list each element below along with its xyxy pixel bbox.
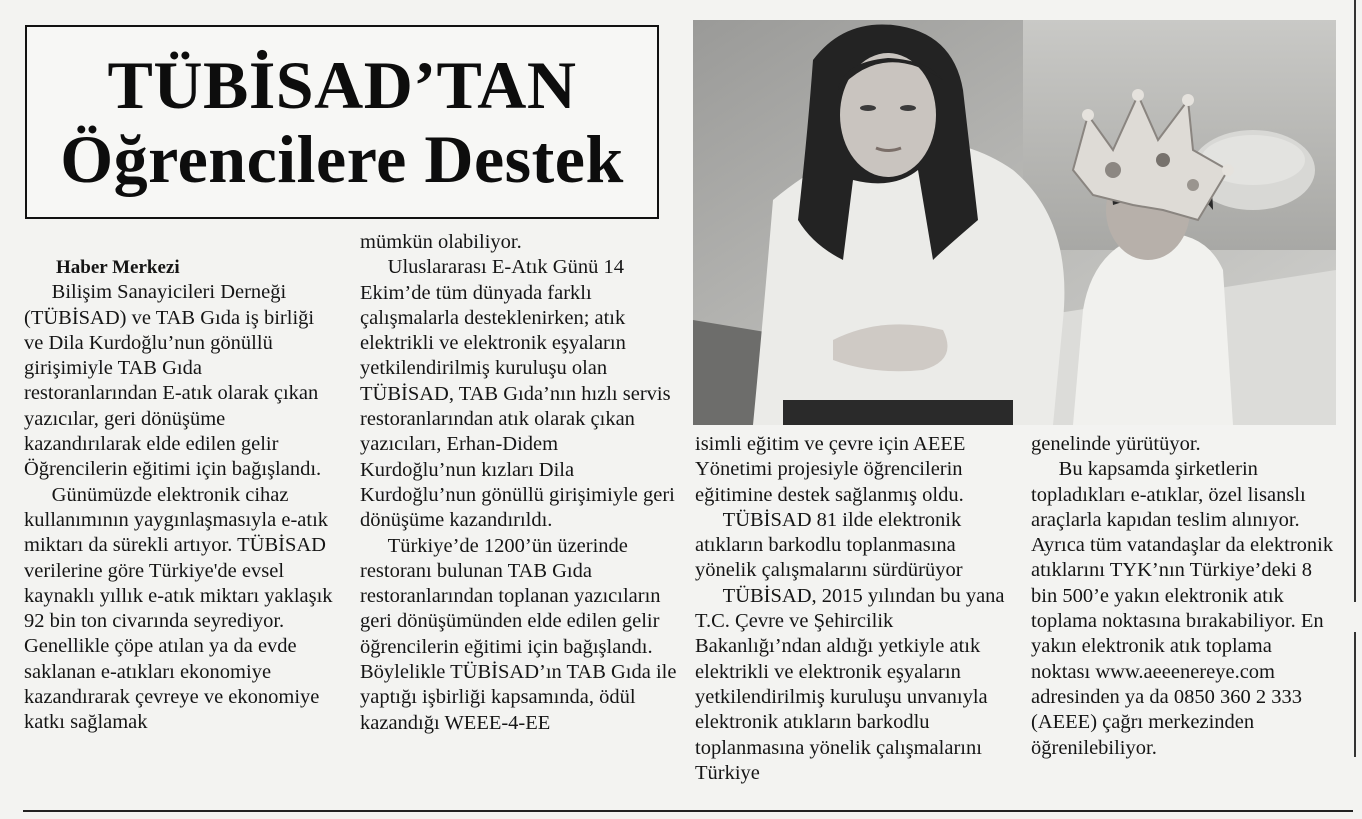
article-column-2 <box>360 230 678 736</box>
headline-box <box>25 25 659 219</box>
paragraph-continued: isimli eğitim ve çevre için AEEE Yönetimi projesiyle öğrencilerin eğitimine destek sağlanmış oldu. <box>695 433 966 506</box>
right-rule <box>1354 0 1356 602</box>
paragraph-continued: mümkün olabiliyor. <box>360 231 522 253</box>
byline: Haber Merkezi <box>56 257 180 278</box>
paragraph: Uluslararası E-Atık Günü 14 Ekim’de tüm dünyada farklı çalışmalarla desteklenirken; atık elektrikli ve elektronik eşyaların yetkilendirilmiş kuruluşu olan TÜBİSAD, TAB Gıda’nın hızlı servis restoranlarından atık olarak çıkan yazıcıları, Erhan-Didem Kurdoğlu’nun kızları Dila Kurdoğlu’nun gönüllü girişimiyle geri dönüşüme kazandırıldı. <box>360 256 675 532</box>
paragraph: Günümüzde elektronik cihaz kullanımının yaygınlaşmasıyla e-atık miktarı da sürekli artıyor. TÜBİSAD verilerine göre Türkiye'de evsel kaynaklı yıllık e-atık miktarı yaklaşık 92 bin ton civarında seyrediyor. Genellikle çöpe atılan ya da evde saklanan e-atıkları ekonomiye kazandırarak çevreye ve ekonomiye katkı sağlamak <box>24 483 333 734</box>
subheading: TÜBİSAD 81 ilde elektronik atıkların barkodlu toplanmasına yönelik çalışmalarını sürdürüyor <box>695 508 963 582</box>
article-column-3 <box>695 432 1007 786</box>
headline-line-2: Öğrencilere Destek <box>60 121 624 197</box>
paragraph: Bilişim Sanayicileri Derneği (TÜBİSAD) ve TAB Gıda iş birliği ve Dila Kurdoğlu’nun gönüllü girişimiyle TAB Gıda restoranlarından E-atık olarak çıkan yazıcılar, geri dönüşüme kazandırılarak elde edilen gelir Öğrencilerin eğitimi için bağışlandı. <box>24 281 322 481</box>
bottom-rule <box>23 810 1353 812</box>
paragraph-continued: genelinde yürütüyor. <box>1031 433 1201 455</box>
photo-illustration <box>693 20 1336 425</box>
article-column-1 <box>24 255 336 736</box>
paragraph: TÜBİSAD, 2015 yılından bu yana T.C. Çevre ve Şehircilik Bakanlığı’ndan aldığı yetkiyle atık elektrikli ve elektronik eşyaların yetkilendirilmiş kuruluşu unvanıyla elektronik atıkların barkodlu toplanmasına yönelik çalışmalarını Türkiye <box>695 584 1005 784</box>
right-rule <box>1354 632 1356 757</box>
article-column-4 <box>1031 432 1336 761</box>
article-photo <box>693 20 1336 425</box>
paragraph: Türkiye’de 1200’ün üzerinde restoranı bulunan TAB Gıda restoranlarından toplanan yazıcıların geri dönüşümünden elde edilen gelir öğrencilerin eğitimi için bağışlandı. Böylelikle TÜBİSAD’ın TAB Gıda ile yaptığı işbirliği kapsamında, ödül kazandığı WEEE-4-EE <box>360 534 677 734</box>
paragraph: Bu kapsamda şirketlerin topladıkları e-atıklar, özel lisanslı araçlarla kapıdan teslim alınıyor. Ayrıca tüm vatandaşlar da elektronik atıklarını TYK’nın Türkiye’deki 8 bin 500’e yakın elektronik atık toplama noktasına bırakabiliyor. En yakın elektronik atık toplama noktası www.aeeenereye.com adresinden ya da 0850 360 2 333 (AEEE) çağrı merkezinden öğrenilebiliyor. <box>1031 458 1334 759</box>
headline-line-1: TÜBİSAD’TAN <box>107 47 577 123</box>
